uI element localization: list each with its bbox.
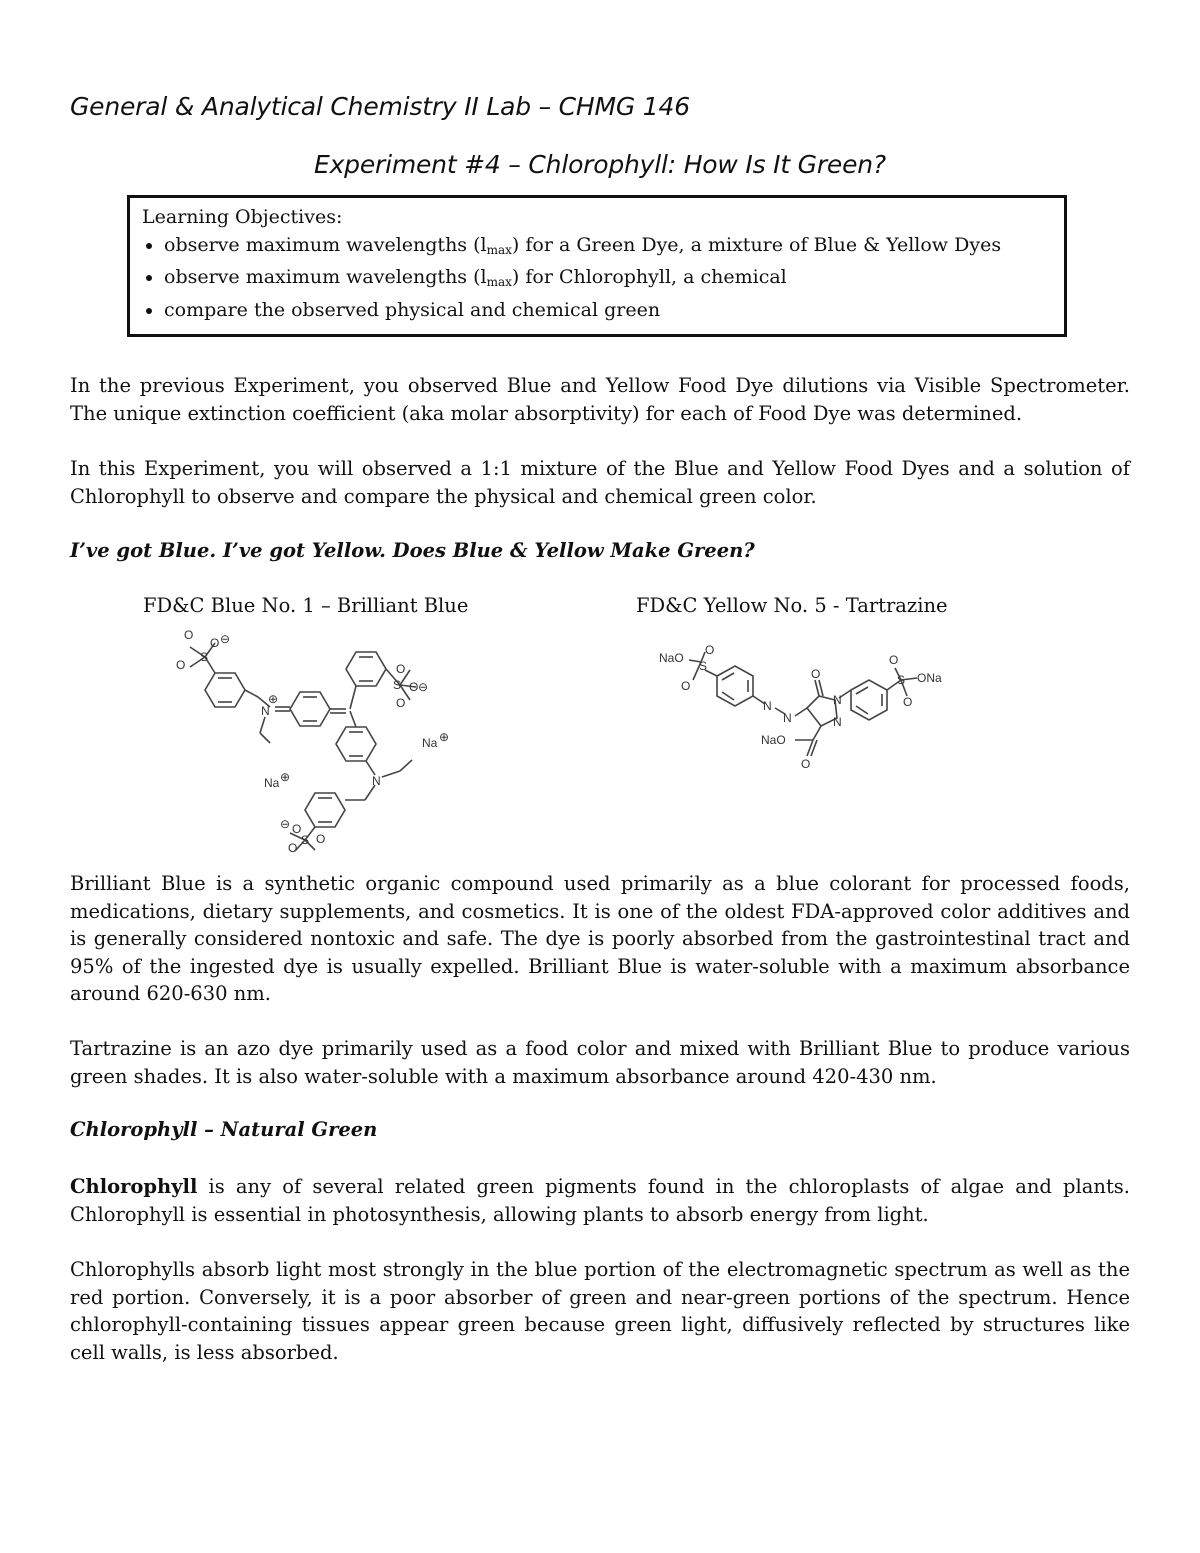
- svg-text:NaO: NaO: [761, 733, 786, 747]
- svg-text:O: O: [889, 653, 899, 667]
- svg-text:⊕: ⊕: [280, 770, 291, 784]
- svg-text:O: O: [681, 679, 691, 693]
- svg-text:N: N: [783, 711, 792, 725]
- svg-text:⊖: ⊖: [220, 632, 231, 646]
- svg-text:O: O: [176, 658, 186, 672]
- objective-item: • compare the observed physical and chemical green: [164, 297, 1052, 325]
- svg-text:S: S: [897, 673, 906, 687]
- objective-item: • observe maximum wavelengths $(l_{max})$ for Chlorophyll, a chemical: [164, 264, 1052, 297]
- svg-text:Na: Na: [422, 736, 438, 750]
- svg-text:⊖: ⊖: [280, 817, 291, 831]
- svg-text:S: S: [301, 833, 310, 847]
- experiment-title: Experiment #4 – Chlorophyll: How Is It Green?: [313, 150, 886, 179]
- svg-text:O: O: [903, 695, 913, 709]
- svg-text:O: O: [316, 832, 326, 846]
- section-heading-chlorophyll: Chlorophyll – Natural Green: [70, 1118, 378, 1141]
- svg-text:N: N: [763, 699, 772, 713]
- svg-text:O: O: [210, 636, 220, 650]
- svg-text:⊖: ⊖: [418, 680, 429, 694]
- intro-paragraph-1: In the previous Experiment, you observed Blue and Yellow Food Dye dilutions via Visible Spectrometer. The unique extinction coefficient (aka molar absorptivity) for each of Food Dye was determined.: [70, 374, 1130, 425]
- svg-text:O: O: [409, 680, 419, 694]
- tartrazine-structure: [655, 640, 985, 790]
- intro-paragraph-2: In this Experiment, you will observed a 1:1 mixture of the Blue and Yellow Food Dyes and a solution of Chlorophyll to observe and compare the physical and chemical green color.: [70, 457, 1130, 508]
- svg-text:Na: Na: [264, 776, 280, 790]
- svg-text:N: N: [372, 774, 381, 788]
- svg-text:O: O: [801, 757, 811, 771]
- svg-text:⊕: ⊕: [439, 730, 450, 744]
- svg-text:S: S: [200, 650, 209, 664]
- svg-text:O: O: [396, 662, 406, 676]
- svg-text:S: S: [393, 678, 402, 692]
- section-heading-blue-yellow: I’ve got Blue. I’ve got Yellow. Does Blue & Yellow Make Green?: [70, 539, 755, 562]
- brilliant-blue-paragraph: Brilliant Blue is a synthetic organic compound used primarily as a blue colorant for processed foods, medications, dietary supplements, and cosmetics. It is one of the oldest FDA-approved color additives and is generally considered nontoxic and safe. The dye is poorly absorbed from the gastrointestinal tract and 95% of the ingested dye is usually expelled. Brilliant Blue is water-soluble with a maximum absorbance around 620-630 nm.: [70, 872, 1130, 1005]
- chlorophyll-paragraph-2: Chlorophylls absorb light most strongly in the blue portion of the electromagnetic spectrum as well as the red portion. Conversely, it is a poor absorber of green and near-green portions of the spectrum. Hence chlorophyll-containing tissues appear green because green light, diffusively reflected by structures like cell walls, is less absorbed.: [70, 1258, 1130, 1364]
- svg-text:O: O: [292, 822, 302, 836]
- svg-text:NaO: NaO: [659, 651, 684, 665]
- svg-text:ONa: ONa: [917, 671, 942, 685]
- tartrazine-paragraph: Tartrazine is an azo dye primarily used as a food color and mixed with Brilliant Blue to produce various green shades. It is also water-soluble with a maximum absorbance around 420-430 nm.: [70, 1037, 1130, 1088]
- chlorophyll-term: Chlorophyll: [70, 1175, 198, 1198]
- course-title: General & Analytical Chemistry II Lab – CHMG 146: [70, 92, 690, 121]
- objectives-heading: Learning Objectives:: [142, 206, 343, 228]
- svg-text:O: O: [705, 643, 715, 657]
- svg-text:⊕: ⊕: [268, 692, 279, 706]
- svg-text:S: S: [699, 659, 708, 673]
- learning-objectives-box: [127, 195, 1067, 337]
- svg-text:N: N: [833, 715, 842, 729]
- svg-text:O: O: [396, 696, 406, 710]
- brilliant-blue-caption: FD&C Blue No. 1 – Brilliant Blue: [143, 594, 469, 617]
- svg-text:O: O: [288, 841, 298, 855]
- objectives-list: [142, 232, 1052, 325]
- chlorophyll-paragraph-1: Chlorophyll is any of several related green pigments found in the chloroplasts of algae and plants. Chlorophyll is essential in photosynthesis, allowing plants to absorb energy from light.: [70, 1175, 1130, 1226]
- svg-text:O: O: [811, 667, 821, 681]
- brilliant-blue-structure: [160, 625, 460, 855]
- svg-text:N: N: [261, 704, 270, 718]
- svg-text:O: O: [184, 628, 194, 642]
- objective-item: • observe maximum wavelengths $(l_{max})$ for a Green Dye, a mixture of Blue & Yellow Dyes: [164, 232, 1052, 265]
- tartrazine-caption: FD&C Yellow No. 5 - Tartrazine: [636, 594, 948, 617]
- svg-text:N: N: [833, 693, 842, 707]
